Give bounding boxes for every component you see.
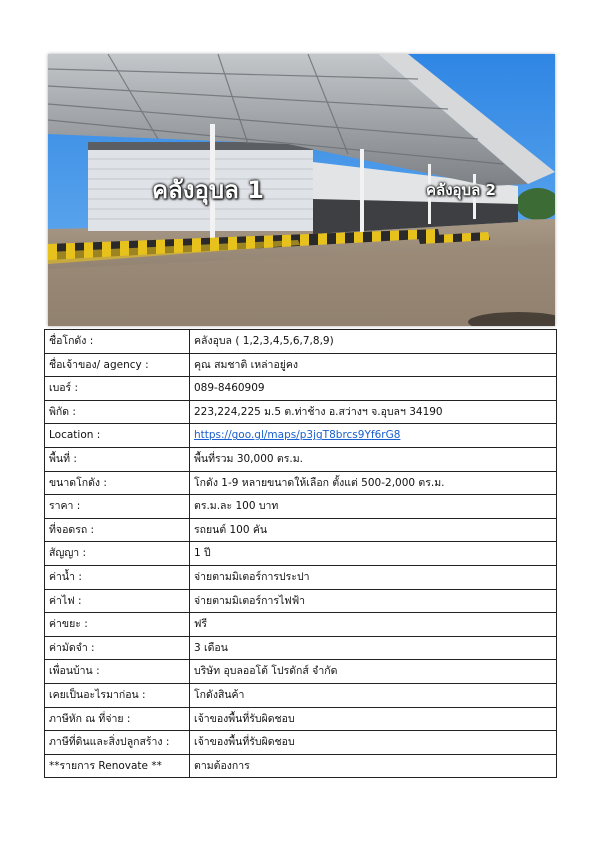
row-value-withholding-tax: เจ้าของพื้นที่รับผิดชอบ: [190, 707, 557, 731]
row-value-warehouse-name: คลังอุบล ( 1,2,3,4,5,6,7,8,9): [190, 330, 557, 354]
row-value-land-tax: เจ้าของพื้นที่รับผิดชอบ: [190, 731, 557, 755]
row-value-price: ตร.ม.ละ 100 บาท: [190, 495, 557, 519]
row-value-garbage: ฟรี: [190, 613, 557, 637]
warehouse-2-label: คลังอุบล 2: [426, 181, 496, 199]
row-value-phone: 089-8460909: [190, 377, 557, 401]
row-value-electricity: จ่ายตามมิเตอร์การไฟฟ้า: [190, 589, 557, 613]
table-row: [45, 565, 557, 589]
table-row: [45, 542, 557, 566]
row-value-address: 223,224,225 ม.5 ต.ท่าช้าง อ.สว่างฯ จ.อุบลฯ 34190: [190, 400, 557, 424]
table-row: [45, 377, 557, 401]
row-label-previous-use: เคยเป็นอะไรมาก่อน :: [45, 683, 190, 707]
row-value-renovate: ตามต้องการ: [190, 754, 557, 778]
row-label-withholding-tax: ภาษีหัก ณ ที่จ่าย :: [45, 707, 190, 731]
row-value-location: [190, 424, 557, 448]
table-row: [45, 447, 557, 471]
row-label-renovate: **รายการ Renovate **: [45, 754, 190, 778]
table-row: [45, 518, 557, 542]
row-label-land-tax: ภาษีที่ดินและสิ่งปลูกสร้าง :: [45, 731, 190, 755]
row-label-deposit: ค่ามัดจำ :: [45, 636, 190, 660]
row-label-area: พื้นที่ :: [45, 447, 190, 471]
row-label-electricity: ค่าไฟ :: [45, 589, 190, 613]
row-label-contract: สัญญา :: [45, 542, 190, 566]
table-row: [45, 400, 557, 424]
row-value-previous-use: โกดังสินค้า: [190, 683, 557, 707]
row-value-water: จ่ายตามมิเตอร์การประปา: [190, 565, 557, 589]
row-label-warehouse-name: ชื่อโกดัง :: [45, 330, 190, 354]
table-row: [45, 424, 557, 448]
warehouse-photo: [48, 54, 555, 326]
row-label-garbage: ค่าขยะ :: [45, 613, 190, 637]
row-label-phone: เบอร์ :: [45, 377, 190, 401]
table-row: [45, 613, 557, 637]
table-row: [45, 660, 557, 684]
row-value-area: พื้นที่รวม 30,000 ตร.ม.: [190, 447, 557, 471]
table-row: [45, 495, 557, 519]
row-label-water: ค่าน้ำ :: [45, 565, 190, 589]
row-label-price: ราคา :: [45, 495, 190, 519]
warehouse-info-table: [44, 329, 557, 778]
table-row: [45, 589, 557, 613]
row-value-warehouse-size: โกดัง 1-9 หลายขนาดให้เลือก ตั้งแต่ 500-2,000 ตร.ม.: [190, 471, 557, 495]
table-row: [45, 330, 557, 354]
table-row: [45, 707, 557, 731]
table-row: [45, 471, 557, 495]
row-value-neighbor: บริษัท อุบลออโต้ โปรดักส์ จำกัด: [190, 660, 557, 684]
row-value-deposit: 3 เดือน: [190, 636, 557, 660]
warehouse-1-label: คลังอุบล 1: [152, 176, 264, 204]
table-row: [45, 353, 557, 377]
row-label-location: Location :: [45, 424, 190, 448]
table-row: [45, 731, 557, 755]
row-label-warehouse-size: ขนาดโกดัง :: [45, 471, 190, 495]
table-row: [45, 683, 557, 707]
location-link[interactable]: https://goo.gl/maps/p3jgT8brcs9Yf6rG8: [194, 429, 401, 442]
row-value-owner: คุณ สมชาติ เหล่าอยู่คง: [190, 353, 557, 377]
row-label-neighbor: เพื่อนบ้าน :: [45, 660, 190, 684]
row-value-contract: 1 ปี: [190, 542, 557, 566]
row-label-owner: ชื่อเจ้าของ/ agency :: [45, 353, 190, 377]
row-label-parking: ที่จอดรถ :: [45, 518, 190, 542]
row-label-address: พิกัด :: [45, 400, 190, 424]
row-value-parking: รถยนต์ 100 คัน: [190, 518, 557, 542]
table-row: [45, 754, 557, 778]
table-row: [45, 636, 557, 660]
